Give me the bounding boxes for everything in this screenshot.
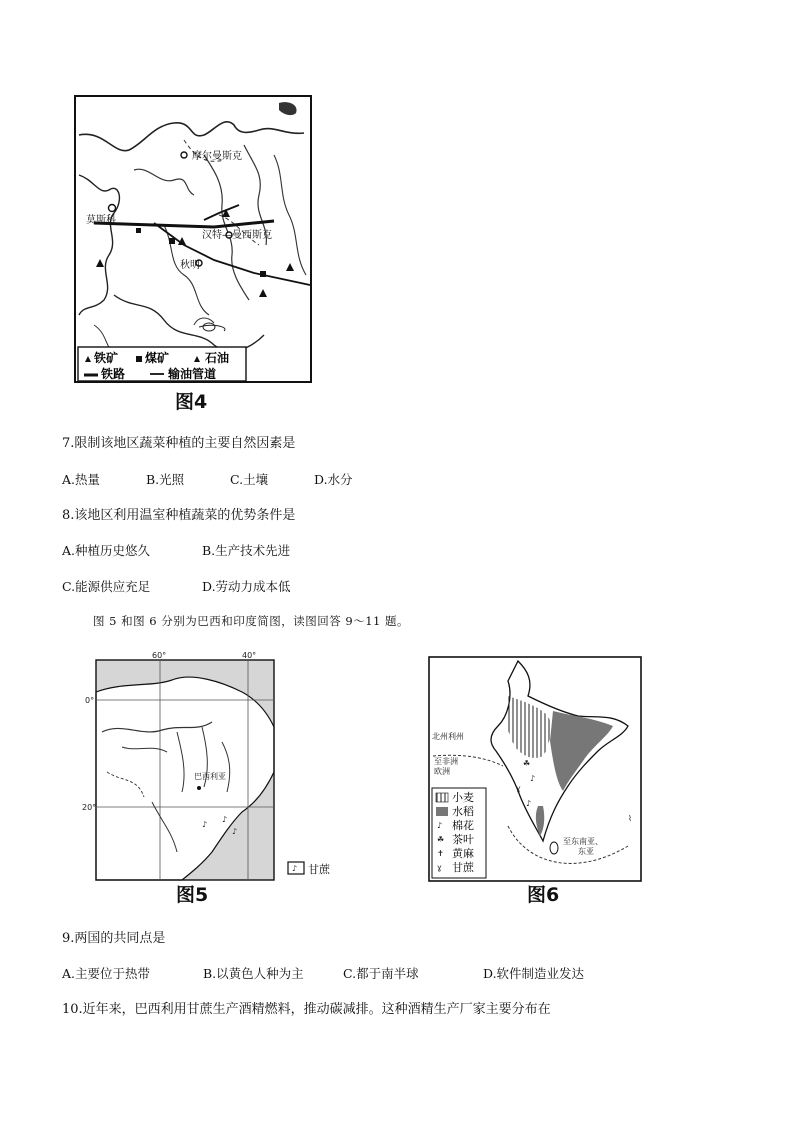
legend-pipeline: 输油管道 — [168, 367, 217, 381]
figure-5-map — [82, 652, 360, 882]
fig6-legend-rice: 水稻 — [452, 805, 474, 818]
legend-railway: 铁路 — [101, 367, 126, 381]
figure-5-caption: 图5 — [176, 884, 209, 906]
question-9: 9.两国的共同点是 — [62, 931, 166, 946]
q9-option-a: A.主要位于热带 — [62, 966, 151, 981]
svg-text:☘: ☘ — [437, 835, 445, 844]
figure-4-map — [74, 95, 312, 383]
figure-6-caption: 图6 — [527, 884, 560, 906]
figure-6-map — [428, 656, 642, 882]
q8-option-c: C.能源供应充足 — [62, 579, 151, 594]
svg-text:☘: ☘ — [523, 759, 531, 768]
svg-text:♪: ♪ — [530, 774, 536, 783]
legend-iron: 铁矿 — [94, 351, 119, 365]
q9-option-b: B.以黄色人种为主 — [203, 966, 304, 981]
svg-text:♪: ♪ — [526, 799, 532, 808]
fig5-lat-20: 20° — [82, 803, 97, 812]
label-murmansk: 摩尔曼斯克 — [192, 151, 242, 162]
svg-text:ɣ: ɣ — [516, 784, 521, 793]
q8-option-d: D.劳动力成本低 — [202, 579, 291, 594]
label-moscow: 莫斯科 — [86, 215, 116, 226]
route-label-2: 至非洲 — [434, 757, 458, 766]
q8-option-b: B.生产技术先进 — [202, 543, 291, 558]
svg-text:♪: ♪ — [437, 821, 443, 830]
svg-text:ɣ: ɣ — [437, 863, 442, 872]
legend-oil: 石油 — [205, 351, 230, 365]
fig6-legend-jute: 黄麻 — [452, 847, 474, 860]
route-label-3: 欧洲 — [434, 767, 450, 776]
q7-option-d: D.水分 — [314, 472, 353, 487]
fig5-lat-0: 0° — [85, 696, 95, 705]
sugarcane-legend-icon: ♪ — [292, 864, 298, 873]
fig5-legend-sugarcane: 甘蔗 — [308, 863, 330, 876]
route-label-5: 东亚 — [578, 847, 594, 856]
q7-option-c: C.土壤 — [230, 472, 269, 487]
svg-text:✝: ✝ — [437, 849, 444, 858]
q8-option-a: A.种植历史悠久 — [62, 543, 151, 558]
fig5-lon-60: 60° — [152, 652, 167, 660]
fig6-legend-tea: 茶叶 — [452, 833, 474, 846]
label-hanty: 汉特—曼西斯克 — [202, 230, 272, 241]
figure-4-caption: 图4 — [175, 391, 208, 413]
sugarcane-symbol: ♪ — [232, 827, 238, 836]
route-label-1: 北州利州 — [432, 732, 464, 741]
label-qiuming: 秋明 — [180, 260, 200, 271]
figure-5 — [82, 652, 360, 882]
fig5-lon-40: 40° — [242, 652, 257, 660]
q9-option-c: C.都于南半球 — [343, 966, 419, 981]
fig5-brasilia: 巴西利亚 — [194, 772, 226, 781]
intro-figures-5-6: 图 5 和图 6 分别为巴西和印度简图，读图回答 9～11 题。 — [93, 614, 410, 628]
question-8: 8.该地区利用温室种植蔬菜的优势条件是 — [62, 508, 296, 523]
question-10: 10.近年来，巴西利用甘蔗生产酒精燃料，推动碳减排。这种酒精生产厂家主要分布在 — [62, 1002, 551, 1017]
svg-text:⌇: ⌇ — [628, 814, 632, 823]
fig6-legend-cotton: 棉花 — [452, 819, 474, 832]
q7-option-a: A.热量 — [62, 472, 101, 487]
route-label-4: 至东南亚、 — [563, 837, 603, 846]
sugarcane-symbol: ♪ — [202, 820, 208, 829]
figure-6 — [428, 656, 642, 882]
q9-option-d: D.软件制造业发达 — [483, 966, 585, 981]
legend-coal: 煤矿 — [145, 351, 170, 365]
fig6-legend-wheat: 小麦 — [452, 791, 474, 804]
q7-option-b: B.光照 — [146, 472, 185, 487]
question-7: 7.限制该地区蔬菜种植的主要自然因素是 — [62, 436, 296, 451]
fig6-legend-sugarcane: 甘蔗 — [452, 861, 474, 874]
figure-4 — [74, 95, 312, 383]
sugarcane-symbol: ♪ — [222, 815, 228, 824]
